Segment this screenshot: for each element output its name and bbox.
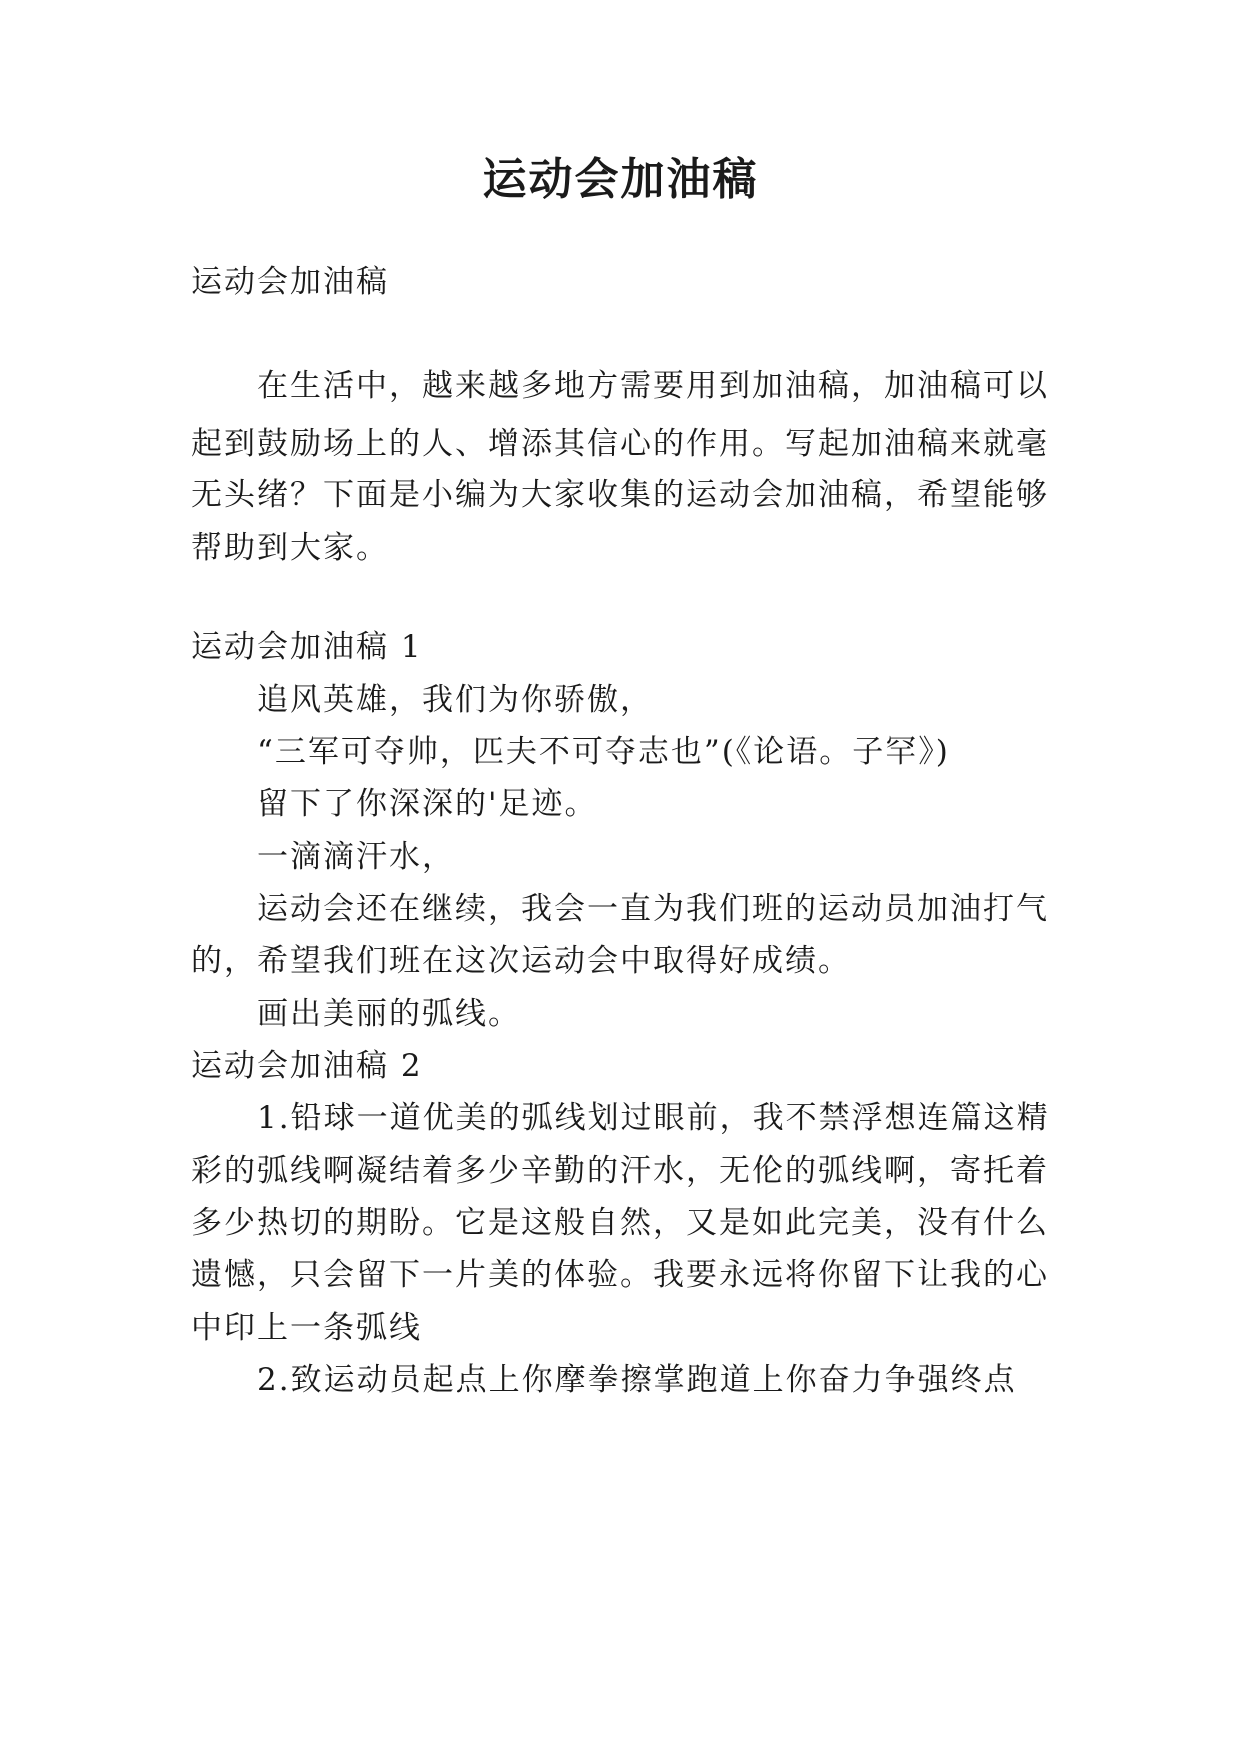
section1-line-1: 追风英雄，我们为你骄傲， xyxy=(257,682,653,718)
section2-line-5: 中印上一条弧线 xyxy=(191,1310,422,1346)
section1-line-2: “三军可夺帅，匹夫不可夺志也”(《论语。子罕》) xyxy=(257,734,950,770)
section2-heading: 运动会加油稿 2 xyxy=(191,1048,423,1084)
intro-line-3: 无头绪？下面是小编为大家收集的运动会加油稿，希望能够 xyxy=(191,477,1049,513)
document-title: 运动会加油稿 xyxy=(482,154,759,205)
section1-line-6: 的，希望我们班在这次运动会中取得好成绩。 xyxy=(191,943,851,979)
section2-line-4: 遗憾，只会留下一片美的体验。我要永远将你留下让我的心 xyxy=(191,1257,1049,1293)
section1-line-7: 画出美丽的弧线。 xyxy=(257,996,521,1032)
intro-line-1: 在生活中，越来越多地方需要用到加油稿，加油稿可以 xyxy=(257,368,1049,404)
section2-line-6: 2.致运动员起点上你摩拳擦掌跑道上你奋力争强终点 xyxy=(257,1362,1017,1398)
section2-line-3: 多少热切的期盼。它是这般自然，又是如此完美，没有什么 xyxy=(191,1205,1049,1241)
section1-heading: 运动会加油稿 1 xyxy=(191,629,423,665)
section2-line-1: 1.铅球一道优美的弧线划过眼前，我不禁浮想连篇这精 xyxy=(257,1100,1050,1136)
section1-line-3: 留下了你深深的'足迹。 xyxy=(257,786,598,822)
intro-line-4: 帮助到大家。 xyxy=(191,530,389,566)
intro-line-2: 起到鼓励场上的人、增添其信心的作用。写起加油稿来就毫 xyxy=(191,426,1049,462)
section2-line-2: 彩的弧线啊凝结着多少辛勤的汗水，无伦的弧线啊，寄托着 xyxy=(191,1153,1049,1189)
section1-line-4: 一滴滴汗水， xyxy=(257,839,455,875)
document-subtitle: 运动会加油稿 xyxy=(191,264,389,300)
section1-line-5: 运动会还在继续，我会一直为我们班的运动员加油打气 xyxy=(257,891,1049,927)
